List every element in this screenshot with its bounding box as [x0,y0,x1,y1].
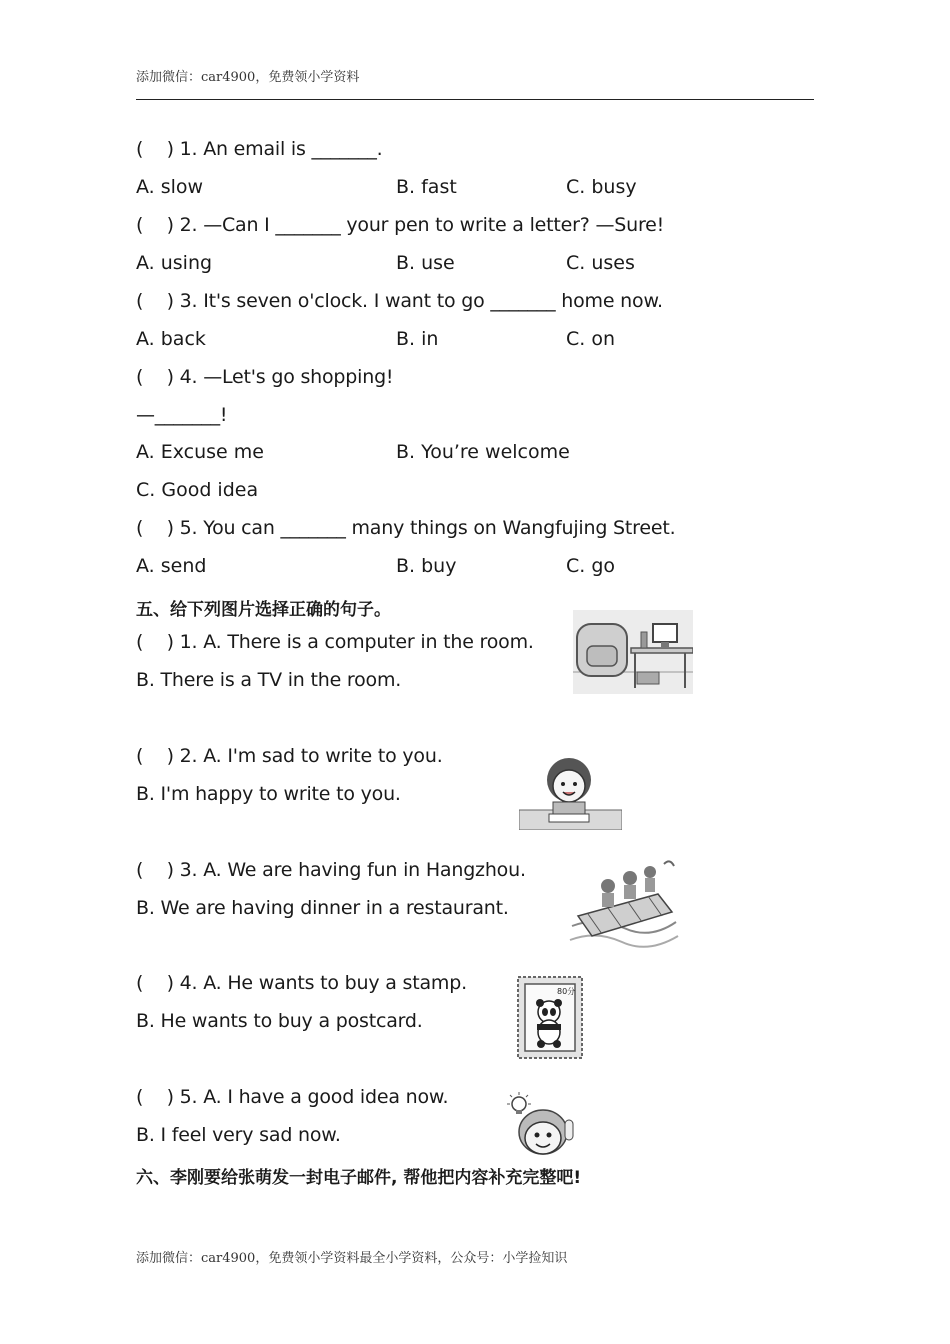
question-2-option-b: B. use [396,252,455,274]
stamp-value: 80分 [557,987,576,996]
question-3-stem: ( ) 3. It's seven o'clock. I want to go _______ home now. [136,290,663,312]
girl-writing-picture [519,750,622,830]
question-3-option-c: C. on [566,328,616,350]
question-4-stem: ( ) 4. —Let's go shopping! [136,366,394,388]
panda-stamp-picture [517,976,583,1059]
room-picture [573,610,693,694]
question-1-option-c: C. busy [566,176,637,198]
question-4-option-a: A. Excuse me [136,441,264,463]
picture-question-2-option-a: ( ) 2. A. I'm sad to write to you. [136,745,443,767]
question-3-option-b: B. in [396,328,439,350]
page-footer: 添加微信：car4900，免费领小学资料最全小学资料，公众号：小学捡知识 [136,1251,568,1266]
question-1-stem: ( ) 1. An email is _______. [136,138,383,160]
question-5-option-b: B. buy [396,555,457,577]
question-1-option-b: B. fast [396,176,457,198]
lightbulb-icon [512,1097,526,1111]
picture-question-3-option-b: B. We are having dinner in a restaurant. [136,897,509,919]
picture-question-2-option-b: B. I'm happy to write to you. [136,783,401,805]
question-1-option-a: A. slow [136,176,204,198]
picture-question-4-option-a: ( ) 4. A. He wants to buy a stamp. [136,972,467,994]
picture-question-1-option-a: ( ) 1. A. There is a computer in the room. [136,631,534,653]
picture-question-4-option-b: B. He wants to buy a postcard. [136,1010,423,1032]
section-5-title: 五、给下列图片选择正确的句子。 [136,600,391,620]
question-4-option-c: C. Good idea [136,479,259,501]
question-2-stem: ( ) 2. —Can I _______ your pen to write a letter? —Sure! [136,214,665,236]
picture-question-5-option-b: B. I feel very sad now. [136,1124,341,1146]
question-5-option-a: A. send [136,555,207,577]
question-5-stem: ( ) 5. You can _______ many things on Wangfujing Street. [136,517,676,539]
header-rule [136,99,814,100]
picture-question-3-option-a: ( ) 3. A. We are having fun in Hangzhou. [136,859,526,881]
picture-question-1-option-b: B. There is a TV in the room. [136,669,402,691]
page-header: 添加微信：car4900，免费领小学资料 [136,70,360,85]
raft-picture [568,856,680,953]
question-2-option-a: A. using [136,252,213,274]
picture-question-5-option-a: ( ) 5. A. I have a good idea now. [136,1086,449,1108]
question-5-option-c: C. go [566,555,616,577]
question-2-option-c: C. uses [566,252,635,274]
question-4-reply: —_______! [136,404,228,426]
boy-idea-picture [503,1090,581,1166]
question-4-option-b: B. You’re welcome [396,441,570,463]
section-6-title: 六、李刚要给张萌发一封电子邮件, 帮他把内容补充完整吧! [136,1168,582,1188]
question-3-option-a: A. back [136,328,206,350]
